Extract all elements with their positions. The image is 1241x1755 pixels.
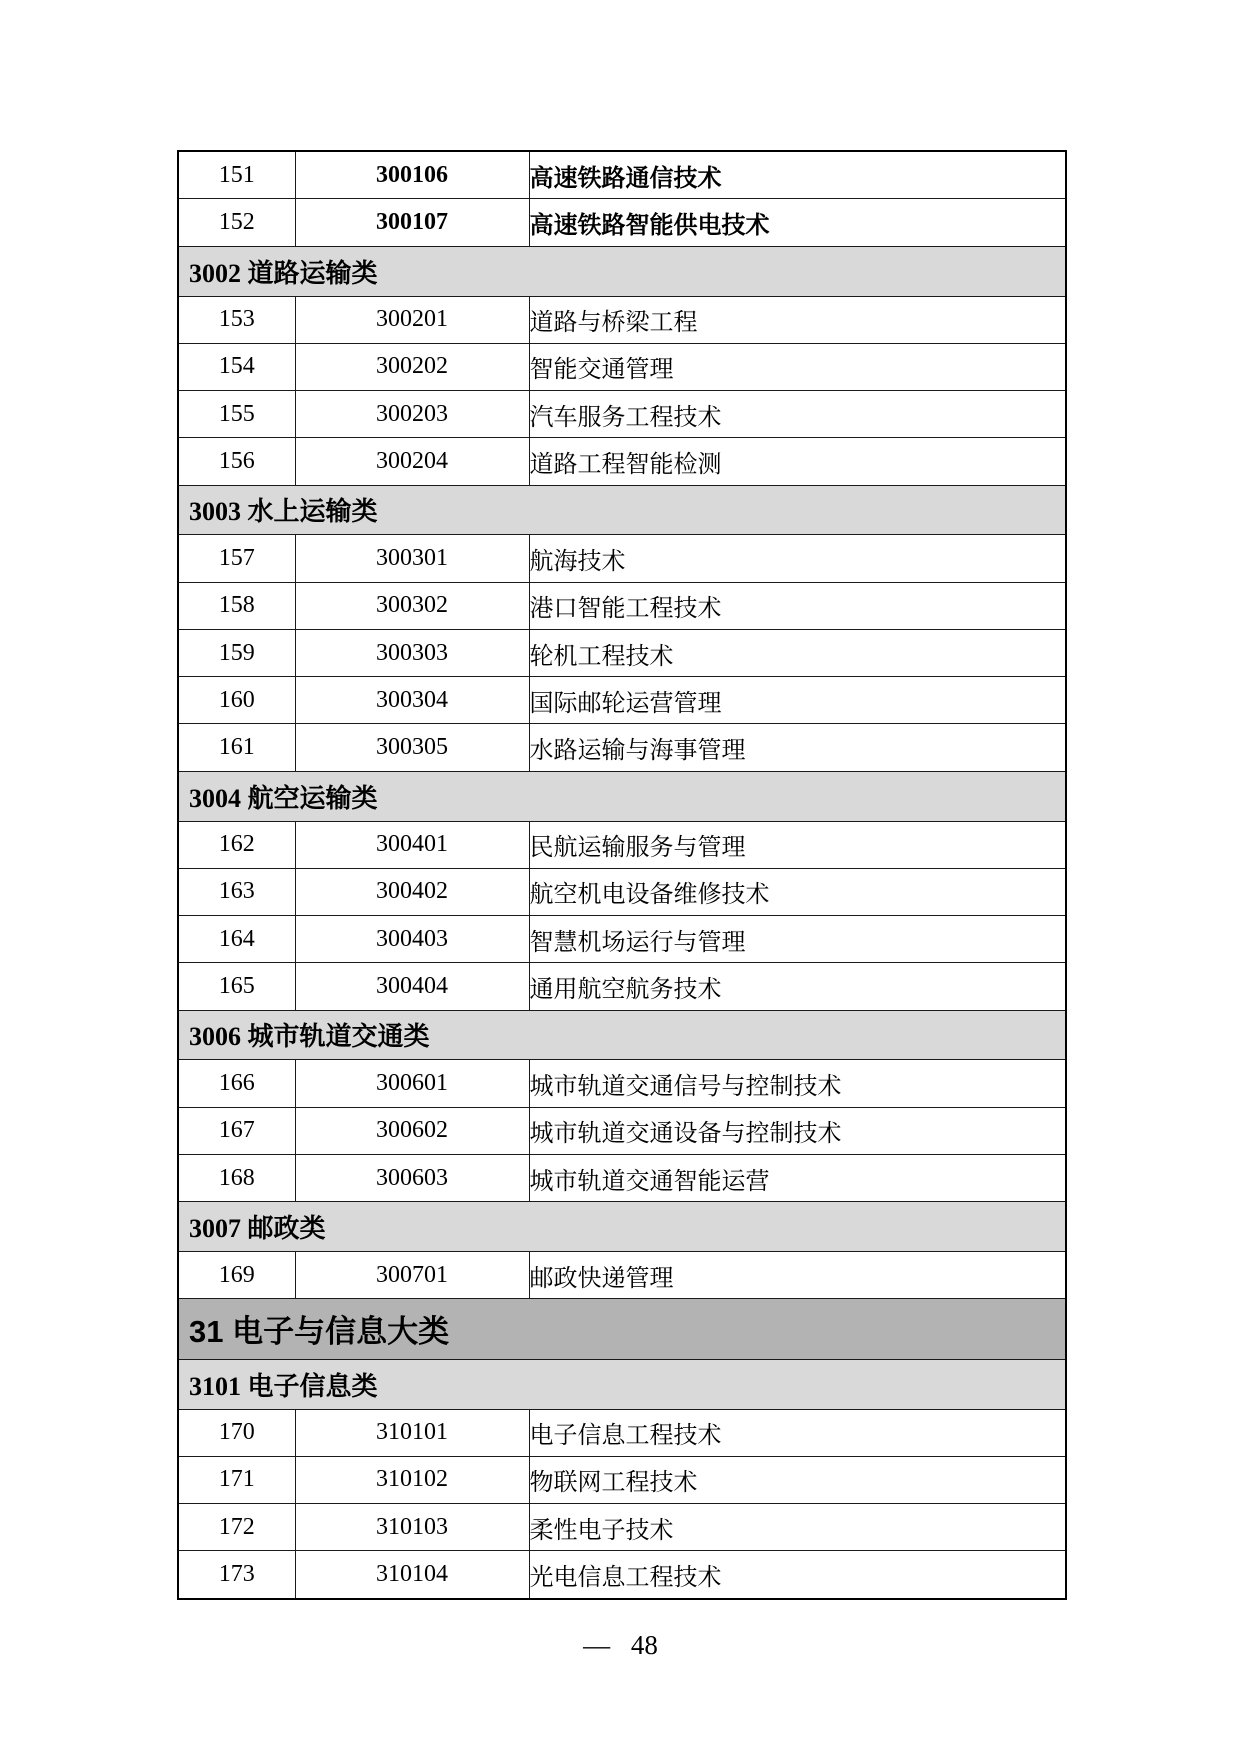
major-code-cell: 300403 <box>295 916 529 963</box>
major-code-cell: 300107 <box>295 199 529 246</box>
table-row <box>178 199 1066 246</box>
major-code-cell: 300305 <box>295 724 529 771</box>
row-number-cell: 166 <box>178 1060 295 1107</box>
major-code-cell: 300301 <box>295 535 529 582</box>
category-header-row <box>178 1010 1066 1060</box>
major-name-cell: 民航运输服务与管理 <box>529 821 1066 868</box>
category-header-row <box>178 246 1066 296</box>
major-name-cell: 智能交通管理 <box>529 343 1066 390</box>
major-name-cell: 通用航空航务技术 <box>529 963 1066 1010</box>
row-number-cell: 160 <box>178 677 295 724</box>
row-number-cell: 169 <box>178 1252 295 1299</box>
row-number-cell: 159 <box>178 629 295 676</box>
row-number-cell: 162 <box>178 821 295 868</box>
major-code-cell: 300106 <box>295 151 529 199</box>
row-number-cell: 157 <box>178 535 295 582</box>
table-row <box>178 1154 1066 1201</box>
major-name-cell: 物联网工程技术 <box>529 1456 1066 1503</box>
major-code-cell: 310103 <box>295 1504 529 1551</box>
table-row <box>178 582 1066 629</box>
major-code-cell: 300203 <box>295 391 529 438</box>
table-row <box>178 438 1066 485</box>
program-table-body <box>178 151 1066 1599</box>
table-row <box>178 1107 1066 1154</box>
row-number-cell: 165 <box>178 963 295 1010</box>
table-row <box>178 1504 1066 1551</box>
table-row <box>178 724 1066 771</box>
major-code-cell: 300201 <box>295 296 529 343</box>
table-row <box>178 1456 1066 1503</box>
major-name-cell: 城市轨道交通智能运营 <box>529 1154 1066 1201</box>
major-name-cell: 高速铁路智能供电技术 <box>529 199 1066 246</box>
major-name-cell: 航海技术 <box>529 535 1066 582</box>
category-header-label: 3002 道路运输类 <box>178 246 1066 296</box>
page-number: — 48 <box>583 1630 658 1660</box>
division-header-label: 31 电子与信息大类 <box>178 1299 1066 1359</box>
row-number-cell: 158 <box>178 582 295 629</box>
table-row <box>178 821 1066 868</box>
major-code-cell: 300701 <box>295 1252 529 1299</box>
table-row <box>178 1060 1066 1107</box>
program-table <box>177 150 1067 1600</box>
row-number-cell: 163 <box>178 868 295 915</box>
category-header-label: 3007 邮政类 <box>178 1202 1066 1252</box>
row-number-cell: 161 <box>178 724 295 771</box>
row-number-cell: 151 <box>178 151 295 199</box>
table-row <box>178 629 1066 676</box>
table-row <box>178 677 1066 724</box>
major-name-cell: 轮机工程技术 <box>529 629 1066 676</box>
major-code-cell: 300202 <box>295 343 529 390</box>
major-code-cell: 300402 <box>295 868 529 915</box>
row-number-cell: 171 <box>178 1456 295 1503</box>
major-name-cell: 高速铁路通信技术 <box>529 151 1066 199</box>
table-row <box>178 963 1066 1010</box>
major-name-cell: 道路与桥梁工程 <box>529 296 1066 343</box>
category-header-label: 3003 水上运输类 <box>178 485 1066 535</box>
table-row <box>178 151 1066 199</box>
row-number-cell: 167 <box>178 1107 295 1154</box>
major-name-cell: 城市轨道交通信号与控制技术 <box>529 1060 1066 1107</box>
major-name-cell: 水路运输与海事管理 <box>529 724 1066 771</box>
table-row <box>178 391 1066 438</box>
major-name-cell: 国际邮轮运营管理 <box>529 677 1066 724</box>
major-code-cell: 300404 <box>295 963 529 1010</box>
major-name-cell: 光电信息工程技术 <box>529 1551 1066 1599</box>
major-code-cell: 300401 <box>295 821 529 868</box>
table-row <box>178 1252 1066 1299</box>
major-name-cell: 航空机电设备维修技术 <box>529 868 1066 915</box>
major-code-cell: 300602 <box>295 1107 529 1154</box>
category-header-label: 3101 电子信息类 <box>178 1359 1066 1409</box>
table-row <box>178 535 1066 582</box>
major-code-cell: 310101 <box>295 1409 529 1456</box>
major-code-cell: 300304 <box>295 677 529 724</box>
major-name-cell: 港口智能工程技术 <box>529 582 1066 629</box>
major-name-cell: 城市轨道交通设备与控制技术 <box>529 1107 1066 1154</box>
table-row <box>178 916 1066 963</box>
table-row <box>178 296 1066 343</box>
major-code-cell: 300204 <box>295 438 529 485</box>
major-code-cell: 310102 <box>295 1456 529 1503</box>
row-number-cell: 156 <box>178 438 295 485</box>
category-header-row <box>178 1359 1066 1409</box>
category-header-label: 3006 城市轨道交通类 <box>178 1010 1066 1060</box>
table-row <box>178 1551 1066 1599</box>
major-name-cell: 智慧机场运行与管理 <box>529 916 1066 963</box>
major-name-cell: 道路工程智能检测 <box>529 438 1066 485</box>
major-code-cell: 300302 <box>295 582 529 629</box>
row-number-cell: 170 <box>178 1409 295 1456</box>
row-number-cell: 153 <box>178 296 295 343</box>
row-number-cell: 152 <box>178 199 295 246</box>
category-header-label: 3004 航空运输类 <box>178 771 1066 821</box>
category-header-row <box>178 1202 1066 1252</box>
row-number-cell: 164 <box>178 916 295 963</box>
table-row <box>178 868 1066 915</box>
major-code-cell: 310104 <box>295 1551 529 1599</box>
row-number-cell: 168 <box>178 1154 295 1201</box>
major-code-cell: 300303 <box>295 629 529 676</box>
major-name-cell: 电子信息工程技术 <box>529 1409 1066 1456</box>
row-number-cell: 155 <box>178 391 295 438</box>
category-header-row <box>178 771 1066 821</box>
division-header-row <box>178 1299 1066 1359</box>
major-name-cell: 邮政快递管理 <box>529 1252 1066 1299</box>
major-name-cell: 柔性电子技术 <box>529 1504 1066 1551</box>
major-code-cell: 300601 <box>295 1060 529 1107</box>
major-name-cell: 汽车服务工程技术 <box>529 391 1066 438</box>
row-number-cell: 173 <box>178 1551 295 1599</box>
table-row <box>178 1409 1066 1456</box>
row-number-cell: 154 <box>178 343 295 390</box>
row-number-cell: 172 <box>178 1504 295 1551</box>
category-header-row <box>178 485 1066 535</box>
table-row <box>178 343 1066 390</box>
major-code-cell: 300603 <box>295 1154 529 1201</box>
